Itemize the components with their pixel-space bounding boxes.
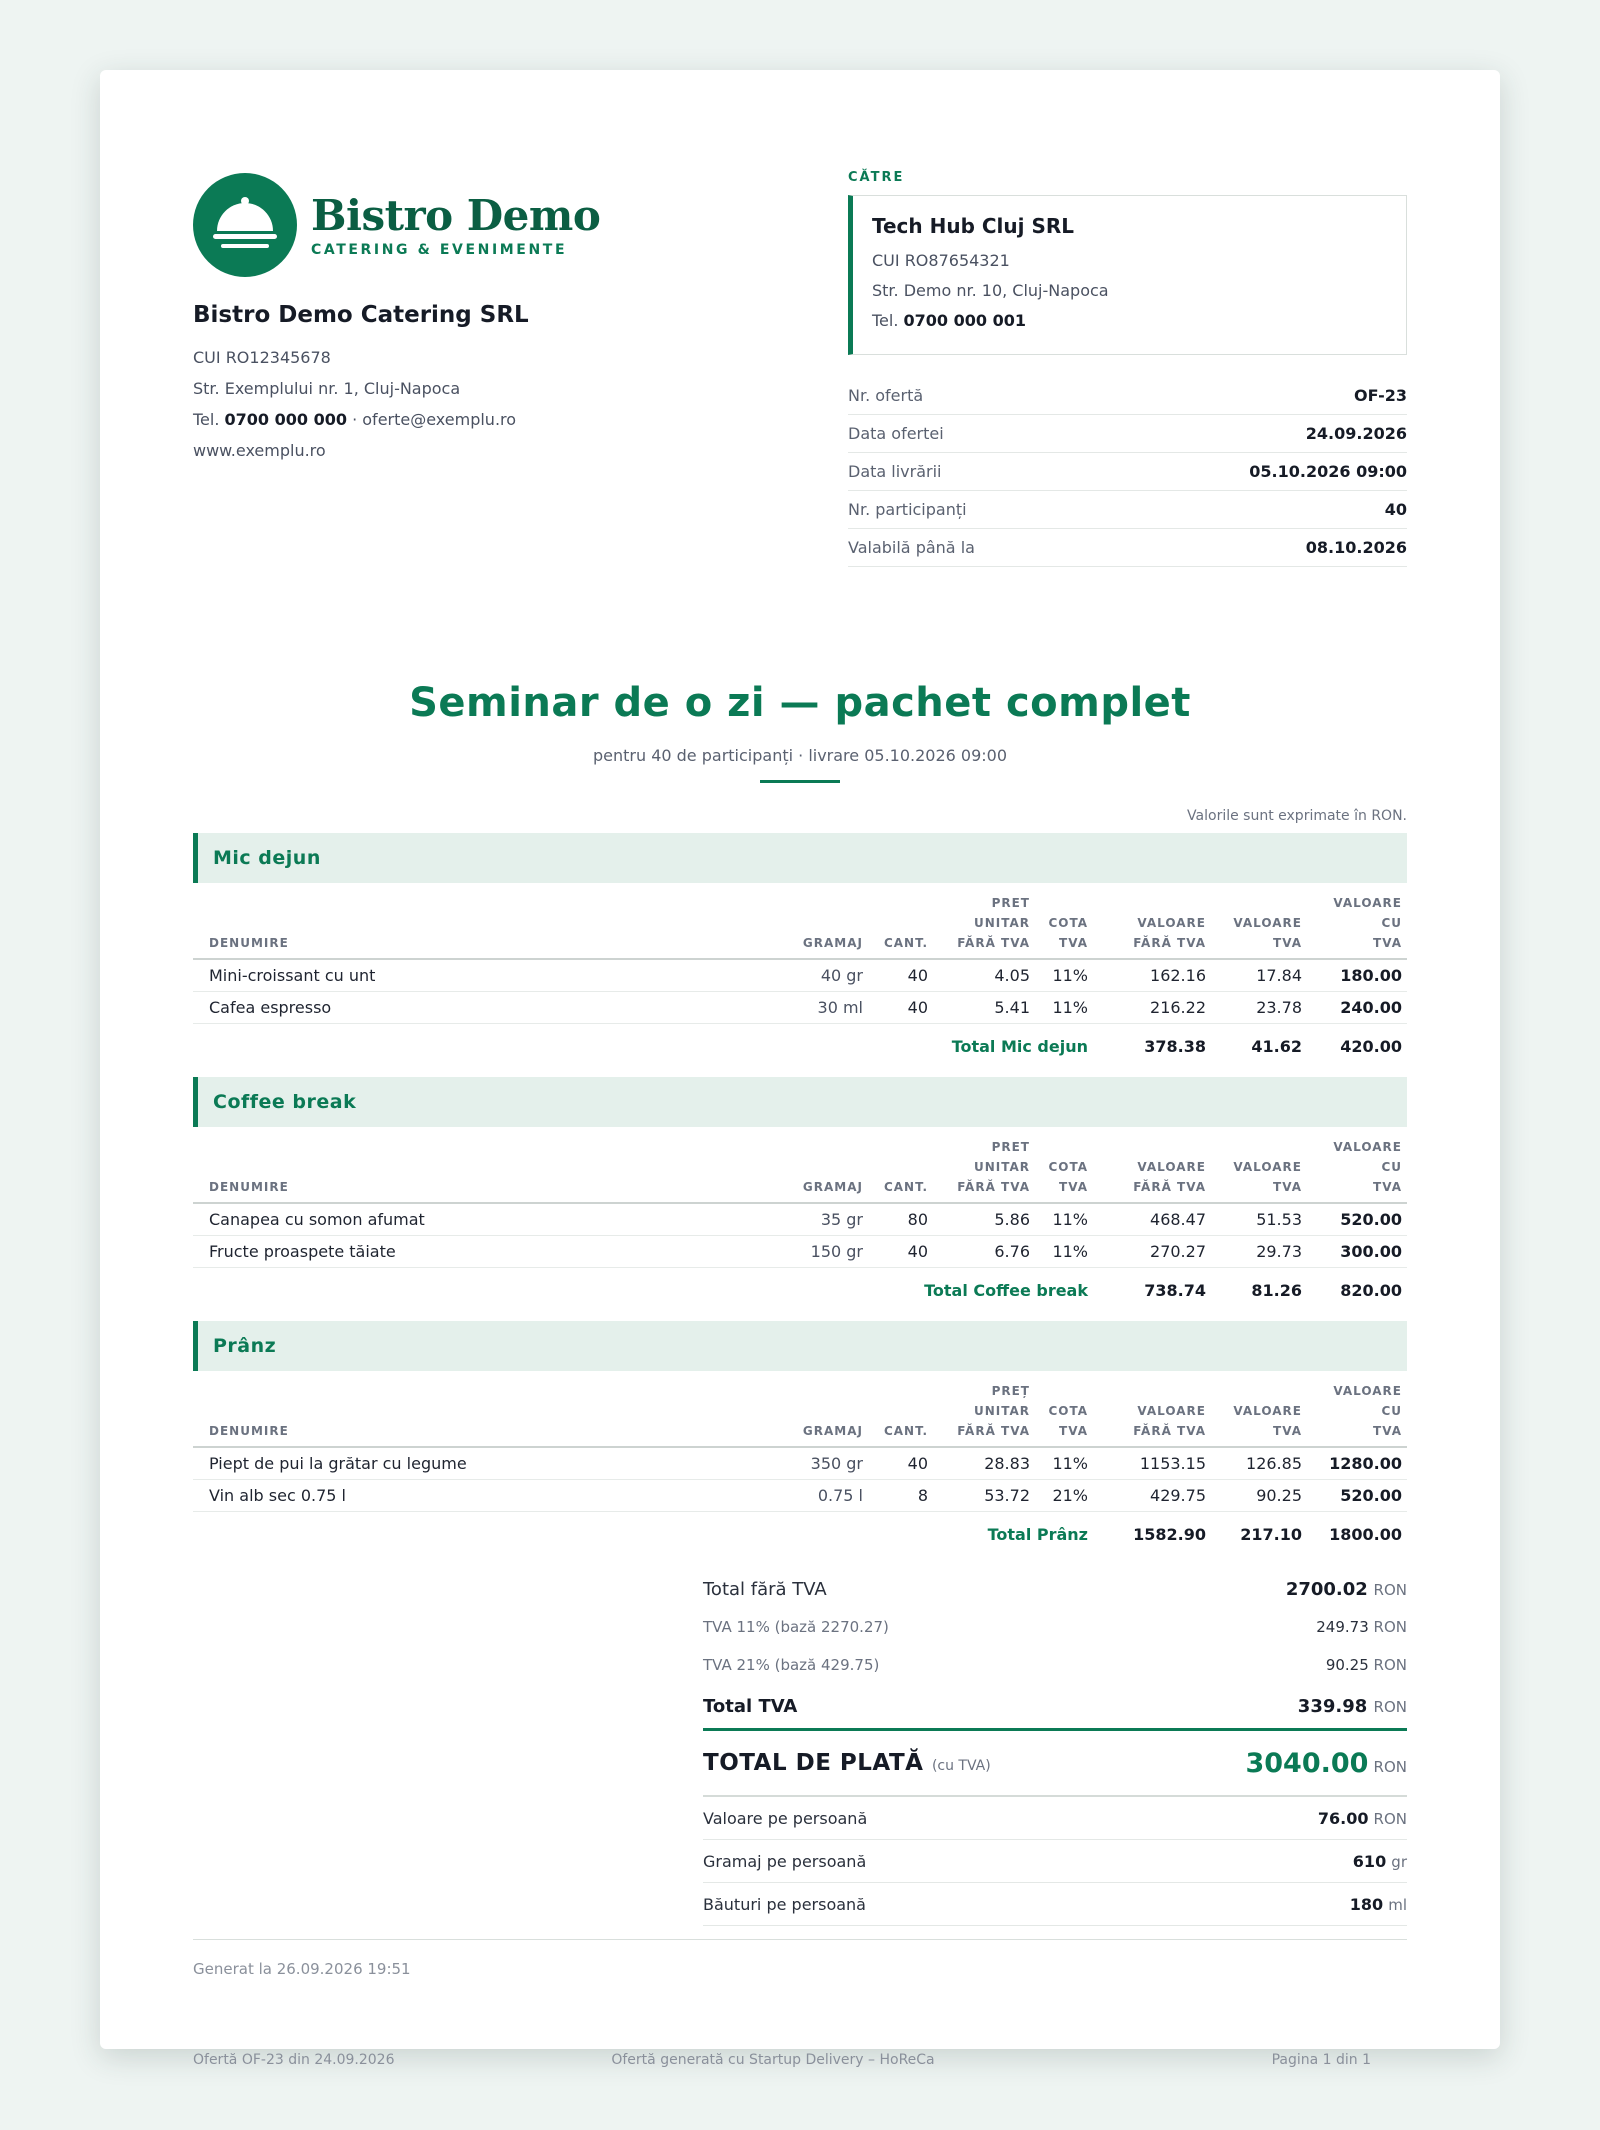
- col-net-l2: FĂRĂ TVA: [1133, 936, 1206, 950]
- item-unit: 5.86: [933, 1203, 1035, 1236]
- item-vat: 21%: [1035, 1480, 1093, 1512]
- info-value: 08.10.2026: [1305, 538, 1407, 557]
- item-name: Vin alb sec 0.75 l: [193, 1480, 763, 1512]
- col-unit: [933, 1381, 1035, 1447]
- info-label: Data ofertei: [848, 424, 944, 443]
- item-gram: 35 gr: [763, 1203, 868, 1236]
- total-net-label: Total fără TVA: [703, 1578, 827, 1600]
- col-name: DENUMIRE: [193, 1381, 763, 1447]
- col-unit: [933, 893, 1035, 959]
- currency-unit: RON: [1373, 1757, 1407, 1776]
- vat21-label: TVA 21% (bază 429.75): [703, 1656, 880, 1674]
- col-net-l1: VALOARE: [1137, 916, 1206, 930]
- col-unit-l3: FĂRĂ TVA: [957, 936, 1030, 950]
- col-vatval-l2: TVA: [1273, 1424, 1302, 1438]
- item-vatval: 51.53: [1211, 1203, 1307, 1236]
- col-unit-l1: PRET: [991, 1140, 1030, 1154]
- grand-total-row: [703, 1731, 1407, 1797]
- col-vatval-l2: TVA: [1273, 936, 1302, 950]
- item-net: 468.47: [1093, 1203, 1211, 1236]
- issuer-cui: CUI RO12345678: [193, 348, 331, 367]
- info-row: [848, 529, 1407, 567]
- client-phone-number: 0700 000 001: [903, 311, 1026, 330]
- item-gram: 30 ml: [763, 992, 868, 1024]
- logo-name: Bistro Demo: [311, 191, 601, 240]
- total-net-value: 2700.02: [1285, 1578, 1368, 1600]
- item-qty: 40: [868, 959, 933, 992]
- item-vat: 11%: [1035, 1236, 1093, 1268]
- table-header: [193, 1137, 1407, 1203]
- item-vat: 11%: [1035, 959, 1093, 992]
- col-vat: [1035, 893, 1093, 959]
- gram-person-label: Gramaj pe persoană: [703, 1851, 867, 1871]
- vat21-row: [703, 1646, 1407, 1684]
- offer-subtitle: pentru 40 de participanți · livrare 05.10.2026 09:00: [592, 746, 1008, 765]
- gram-unit: gr: [1391, 1852, 1407, 1871]
- item-gross: 520.00: [1307, 1480, 1407, 1512]
- item-gross: 1280.00: [1307, 1447, 1407, 1480]
- col-vat-l2: TVA: [1059, 1424, 1088, 1438]
- item-vatval: 29.73: [1211, 1236, 1307, 1268]
- info-value: 24.09.2026: [1305, 424, 1407, 443]
- item-unit: 28.83: [933, 1447, 1035, 1480]
- info-label: Data livrării: [848, 462, 942, 481]
- item-gross: 300.00: [1307, 1236, 1407, 1268]
- col-net-l1: VALOARE: [1137, 1404, 1206, 1418]
- col-gross-l1: VALOARE CU: [1333, 896, 1402, 930]
- section-total-row: [193, 1512, 1407, 1557]
- col-gross-l2: TVA: [1373, 936, 1402, 950]
- col-gram: GRAMAJ: [763, 893, 868, 959]
- item-name: Mini-croissant cu unt: [193, 959, 763, 992]
- col-unit: [933, 1137, 1035, 1203]
- info-value: 05.10.2026 09:00: [1249, 462, 1407, 481]
- total-net-row: [703, 1570, 1407, 1608]
- table-header: [193, 1381, 1407, 1447]
- item-name: Canapea cu somon afumat: [193, 1203, 763, 1236]
- item-net: 1153.15: [1093, 1447, 1211, 1480]
- col-gross-l2: TVA: [1373, 1424, 1402, 1438]
- issuer-phone: 0700 000 000: [224, 410, 347, 429]
- item-net: 270.27: [1093, 1236, 1211, 1268]
- section-total-net: 378.38: [1144, 1036, 1206, 1056]
- item-qty: 8: [868, 1480, 933, 1512]
- grand-total-value: 3040.00: [1245, 1747, 1369, 1779]
- info-row: [848, 491, 1407, 529]
- col-unit-l3: FĂRĂ TVA: [957, 1424, 1030, 1438]
- item-vat: 11%: [1035, 1447, 1093, 1480]
- client-cui: CUI RO87654321: [872, 251, 1010, 270]
- tel-label: Tel.: [193, 410, 220, 429]
- total-vat-value: 339.98: [1297, 1695, 1368, 1717]
- item-net: 162.16: [1093, 959, 1211, 992]
- total-vat-row: [703, 1684, 1407, 1731]
- info-label: Nr. participanți: [848, 500, 967, 519]
- table-row: [193, 959, 1407, 992]
- vat11-value: 249.73: [1316, 1618, 1369, 1636]
- col-gross-l1: VALOARE CU: [1333, 1140, 1402, 1174]
- client-heading: CĂTRE: [848, 170, 905, 185]
- item-qty: 80: [868, 1203, 933, 1236]
- table-row: [193, 1480, 1407, 1512]
- currency-unit: RON: [1373, 1809, 1407, 1828]
- col-name: DENUMIRE: [193, 893, 763, 959]
- col-gram: GRAMAJ: [763, 1137, 868, 1203]
- offer-title: Seminar de o zi — pachet complet: [409, 680, 1191, 726]
- offer-page: [100, 70, 1500, 2068]
- info-value: 40: [1384, 500, 1407, 519]
- section-total-vat: 41.62: [1251, 1036, 1302, 1056]
- info-label: Nr. ofertă: [848, 386, 924, 405]
- info-row: [848, 453, 1407, 491]
- item-gram: 150 gr: [763, 1236, 868, 1268]
- offer-info: [848, 377, 1407, 567]
- issuer-contact: [193, 404, 529, 435]
- footer-right: Pagina 1 din 1: [1271, 2052, 1371, 2068]
- section-total-vat: 217.10: [1240, 1524, 1302, 1544]
- table-header: [193, 893, 1407, 959]
- generated-timestamp: Generat la 26.09.2026 19:51: [193, 1960, 411, 1978]
- col-gross-l1: VALOARE CU: [1333, 1384, 1402, 1418]
- item-qty: 40: [868, 992, 933, 1024]
- footer-left: Ofertă OF-23 din 24.09.2026: [193, 2052, 395, 2068]
- vat11-row: [703, 1608, 1407, 1646]
- currency-unit: RON: [1373, 1618, 1407, 1636]
- col-unit-l2: UNITAR: [973, 916, 1030, 930]
- col-vat-l2: TVA: [1059, 936, 1088, 950]
- col-net-l1: VALOARE: [1137, 1160, 1206, 1174]
- item-gram: 0.75 l: [763, 1480, 868, 1512]
- col-gross: [1307, 893, 1407, 959]
- issuer-address: Str. Exemplului nr. 1, Cluj-Napoca: [193, 379, 461, 398]
- client-box: [848, 195, 1407, 355]
- col-qty: CANT.: [868, 893, 933, 959]
- client-name: Tech Hub Cluj SRL: [872, 214, 1075, 238]
- section-header: Mic dejun: [193, 833, 1407, 883]
- client-phone: [872, 306, 1386, 336]
- col-net: [1093, 1381, 1211, 1447]
- item-vatval: 17.84: [1211, 959, 1307, 992]
- col-unit-l1: PREȚ: [991, 1384, 1030, 1398]
- item-gram: 40 gr: [763, 959, 868, 992]
- section-total-net: 738.74: [1144, 1280, 1206, 1300]
- item-unit: 5.41: [933, 992, 1035, 1024]
- item-name: Fructe proaspete tăiate: [193, 1236, 763, 1268]
- col-vatval-l1: VALOARE: [1233, 1160, 1302, 1174]
- totals-summary: [703, 1570, 1407, 1926]
- section-total-gross: 820.00: [1340, 1280, 1402, 1300]
- currency-unit: RON: [1373, 1580, 1407, 1599]
- col-unit-l2: UNITAR: [973, 1160, 1030, 1174]
- per-person-value: 76.00: [1317, 1808, 1369, 1828]
- col-vat-l1: COTA: [1048, 916, 1088, 930]
- item-name: Cafea espresso: [193, 992, 763, 1024]
- section-total-vat: 81.26: [1251, 1280, 1302, 1300]
- col-gross: [1307, 1381, 1407, 1447]
- col-vatval: [1211, 1381, 1307, 1447]
- col-gross: [1307, 1137, 1407, 1203]
- item-vat: 11%: [1035, 992, 1093, 1024]
- item-qty: 40: [868, 1236, 933, 1268]
- per-person-label: Valoare pe persoană: [703, 1808, 868, 1828]
- total-vat-label: Total TVA: [703, 1695, 798, 1717]
- item-vat: 11%: [1035, 1203, 1093, 1236]
- section-header: Prânz: [193, 1321, 1407, 1371]
- col-net-l2: FĂRĂ TVA: [1133, 1424, 1206, 1438]
- col-vatval: [1211, 1137, 1307, 1203]
- item-unit: 4.05: [933, 959, 1035, 992]
- section-total-label: Total Coffee break: [924, 1280, 1088, 1300]
- col-name: DENUMIRE: [193, 1137, 763, 1203]
- item-name: Piept de pui la grătar cu legume: [193, 1447, 763, 1480]
- brand-logo: [193, 173, 600, 277]
- drinks-unit: ml: [1388, 1895, 1407, 1914]
- info-value: OF-23: [1354, 386, 1407, 405]
- drinks-person-row: [703, 1883, 1407, 1926]
- items-table: [193, 1137, 1407, 1312]
- footer-center: Ofertă generată cu Startup Delivery – HoReCa: [611, 2052, 935, 2068]
- col-net: [1093, 1137, 1211, 1203]
- items-table: [193, 893, 1407, 1068]
- section-header: Coffee break: [193, 1077, 1407, 1127]
- vat11-label: TVA 11% (bază 2270.27): [703, 1618, 889, 1636]
- item-unit: 53.72: [933, 1480, 1035, 1512]
- vat21-value: 90.25: [1325, 1656, 1369, 1674]
- col-qty: CANT.: [868, 1381, 933, 1447]
- issuer-email: · oferte@exemplu.ro: [352, 410, 517, 429]
- item-unit: 6.76: [933, 1236, 1035, 1268]
- info-row: [848, 415, 1407, 453]
- col-net: [1093, 893, 1211, 959]
- col-vatval-l2: TVA: [1273, 1180, 1302, 1194]
- col-vat-l1: COTA: [1048, 1160, 1088, 1174]
- col-vat: [1035, 1137, 1093, 1203]
- client-panel: [848, 170, 1407, 567]
- item-gross: 240.00: [1307, 992, 1407, 1024]
- col-unit-l1: PRET: [991, 896, 1030, 910]
- col-vatval-l1: VALOARE: [1233, 1404, 1302, 1418]
- section-total-label: Total Prânz: [987, 1524, 1088, 1544]
- col-vat-l1: COTA: [1048, 1404, 1088, 1418]
- item-gross: 520.00: [1307, 1203, 1407, 1236]
- item-vatval: 90.25: [1211, 1480, 1307, 1512]
- currency-note: Valorile sunt exprimate în RON.: [1187, 808, 1407, 824]
- issuer-website: www.exemplu.ro: [193, 441, 326, 460]
- table-row: [193, 1447, 1407, 1480]
- gram-person-row: [703, 1840, 1407, 1883]
- title-divider: [760, 780, 840, 783]
- col-vatval: [1211, 893, 1307, 959]
- tel-label: Tel.: [872, 311, 899, 330]
- footer-divider: [193, 1939, 1407, 1940]
- section-total-gross: 420.00: [1340, 1036, 1402, 1056]
- section-total-gross: 1800.00: [1329, 1524, 1402, 1544]
- item-vatval: 126.85: [1211, 1447, 1307, 1480]
- drinks-person-value: 180: [1349, 1894, 1384, 1914]
- item-net: 216.22: [1093, 992, 1211, 1024]
- issuer-block: [193, 302, 529, 466]
- table-row: [193, 992, 1407, 1024]
- col-net-l2: FĂRĂ TVA: [1133, 1180, 1206, 1194]
- col-gram: GRAMAJ: [763, 1381, 868, 1447]
- item-gross: 180.00: [1307, 959, 1407, 992]
- col-unit-l2: UNITAR: [973, 1404, 1030, 1418]
- col-unit-l3: FĂRĂ TVA: [957, 1180, 1030, 1194]
- grand-total-label: TOTAL DE PLATĂ: [703, 1750, 924, 1776]
- gram-person-value: 610: [1352, 1851, 1387, 1871]
- section-total-net: 1582.90: [1133, 1524, 1206, 1544]
- items-table: [193, 1381, 1407, 1556]
- client-address: Str. Demo nr. 10, Cluj-Napoca: [872, 281, 1109, 300]
- item-net: 429.75: [1093, 1480, 1211, 1512]
- item-gram: 350 gr: [763, 1447, 868, 1480]
- section-total-row: [193, 1024, 1407, 1069]
- col-gross-l2: TVA: [1373, 1180, 1402, 1194]
- cloche-icon: [193, 173, 297, 277]
- issuer-name: Bistro Demo Catering SRL: [193, 302, 529, 328]
- col-vat-l2: TVA: [1059, 1180, 1088, 1194]
- item-qty: 40: [868, 1447, 933, 1480]
- table-row: [193, 1236, 1407, 1268]
- section-total-row: [193, 1268, 1407, 1313]
- item-vatval: 23.78: [1211, 992, 1307, 1024]
- grand-total-note: (cu TVA): [931, 1758, 991, 1774]
- info-label: Valabilă până la: [848, 538, 975, 557]
- col-vatval-l1: VALOARE: [1233, 916, 1302, 930]
- info-row: [848, 377, 1407, 415]
- per-person-row: [703, 1797, 1407, 1840]
- currency-unit: RON: [1373, 1656, 1407, 1674]
- table-row: [193, 1203, 1407, 1236]
- currency-unit: RON: [1373, 1697, 1407, 1716]
- col-qty: CANT.: [868, 1137, 933, 1203]
- drinks-person-label: Băuturi pe persoană: [703, 1894, 866, 1914]
- col-vat: [1035, 1381, 1093, 1447]
- section-total-label: Total Mic dejun: [951, 1036, 1088, 1056]
- logo-tagline: CATERING & EVENIMENTE: [311, 242, 568, 258]
